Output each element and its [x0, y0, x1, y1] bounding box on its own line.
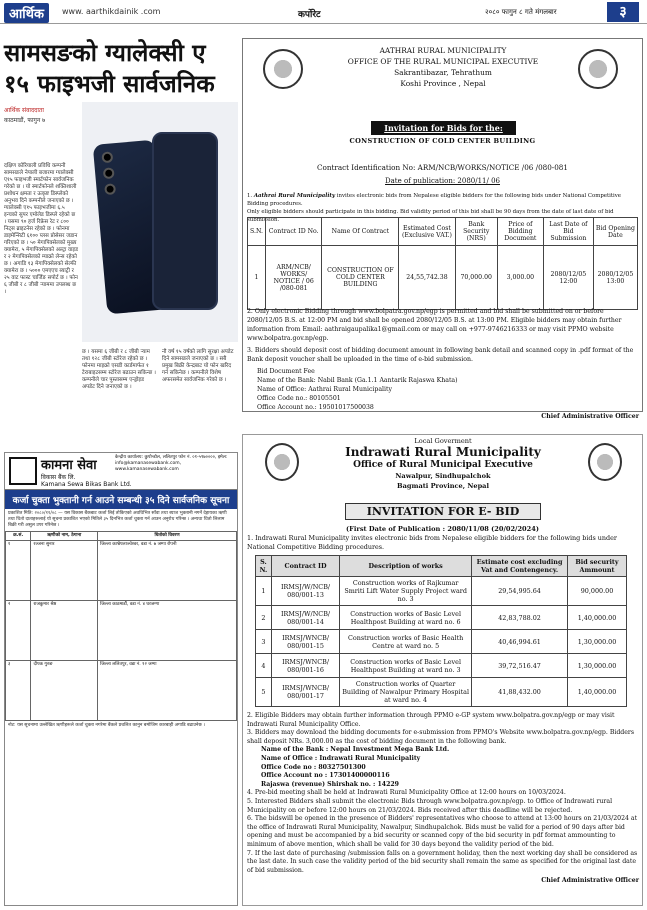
article-column-2: छ । यसमा ६ जीबी र ८ जीबी र्‍याम तथा १२८ जीबी स्टोरेज रहेको छ । फोनमा माइक्रो एसडी कार्डमार्फत १ टेराबाइटसम्म स्टोरेज बढाउन सकिन्छ । कम्पनीले चार पुस्तासम्म एन्ड्रोइड अपडेट दिने जनाएको छ । — [82, 349, 156, 390]
phone-image — [82, 102, 238, 342]
kamana-subtitle: विकास बैंक लि. Kamana Sewa Bikas Bank Ltd. — [41, 474, 132, 488]
notice-title: INVITATION FOR E- BID — [345, 503, 541, 520]
table-row: २ राजकुमार श्रेष्ठ जिल्ला काठमाडौं, वडा नं. ४ घरजग्गा — [6, 601, 237, 661]
table-row: 4 IRMSJ/WNCB/ 080/001-16 Construction works of Basic Level Healthpost Building at ward no. 3 39,72,516.47 1,30,000.00 — [256, 654, 627, 678]
article-column-1: दक्षिण कोरियाली प्रविधि कम्पनी सामसङले नेपाली बजारमा ग्यालेक्सी ए१५ फाइभजी स्मार्टफोन सार्वजनिक गरेको छ । यो स्मार्टफोनले शक्तिशाली प्रशोधन क्षमता र उत्कृष्ट डिस्प्लेको अनुभव दिने कम्पनीले जनाएको छ । ग्यालेक्सी ए१५ फाइभजीमा ६.५ इन्चको सुपर एमोलेड डिस्प्ले रहेको छ । यसमा ९० हर्ज रिफ्रेस रेट र ८०० निट्स ब्राइटनेस रहेको छ । फोनमा डाइमेन्सिटी ६१०० प्लस प्रोसेसर जडान गरिएको छ । ५० मेगापिक्सेलको मुख्य क्यामेरा, ५ मेगापिक्सेलको अल्ट्रा वाइड र २ मेगापिक्सेलको म्याक्रो लेन्स रहेको छ । अगाडि १३ मेगापिक्सेलको सेल्फी क्यामेरा छ । ५००० एमएएच ब्याट्री र २५ वाट फास्ट चार्जिङ सपोर्ट छ । फोन ६ जीबी र ८ जीबी र्‍याममा उपलब्ध छ । — [4, 163, 78, 295]
kamana-address: केन्द्रीय कार्यालय: कुपोन्डोल, ललितपुर फोन नं. ०१-५९७००००, इमेल: info@kamanasewabank.com, www.kamanasewabank.com — [115, 455, 228, 472]
notice-ribbon: Invitation for Bids for the: — [371, 121, 516, 135]
article-headline: सामसङको ग्यालेक्सी ए १५ फाइभजी सार्वजनिक — [4, 39, 215, 98]
samsung-article — [4, 38, 238, 445]
bid-table: S. N. Contract ID Description of works Estimate cost excluding Vat and Contengency. Bid security Ammount 1 IRMSJ/W/NCB/ 080/001-13 Construction works of Rajkumar Smriti Lift Water Supply Project ward no. 3 29,54,995.64 90,000.00 2 IRMSJ/W/NCB/ 080/001-14 Construction works of Basic Level Healthpost Building at ward no. 6 42,83,788.02 1,40,000.00 3 IRMSJ/WNCB/ 080/001-15 Construction works of Basic Health Centre at ward no. 5 40,46,994.61 1,30,000.00 4 IRMSJ/WNCB/ 080/001-16 Construction works of Basic Level Healthpost Building at ward no. 3 39,72,516.47 1,30,000.00 5 IRMSJ/WNCB/ 080/001-17 Construction works of Quarter Building of Nawalpur Primary Hospital at ward no. 4 41,88,432.00 1,40,000.00 — [255, 555, 627, 707]
kamana-body: प्रकाशित मिति: २०८०/११/०८ — यस विकास बैंकबाट कर्जा लिई तोकिएको अवधिभित्र साँवा तथा ब्याज भुक्तानी नगर्ने देहायका ऋणी तथा धितो दाताहरूलाई यो सूचना प्रकाशित भएको मितिले ३५ दिनभित्र कर्जा चुक्ता गर्न आउन अनुरोध गरिन्छ । अन्यथा धितो लिलाम बिक्री गरी असुल उपर गरिनेछ । — [8, 511, 227, 528]
table-row: 1 IRMSJ/W/NCB/ 080/001-13 Construction works of Rajkumar Smriti Lift Water Supply Project ward no. 3 29,54,995.64 90,000.00 — [256, 577, 627, 606]
header-date: २०८० फागुन ८ गते मंगलबार — [485, 8, 557, 16]
table-row: १ रञ्जना सुनार जिल्ला काभ्रेपलाञ्चेश्वर, वडा नं. ७ जग्गा रोपनी — [6, 541, 237, 601]
bid-table: S.N. Contract ID No. Name Of Contract Estimated Cost (Exclusive VAT.) Bank Security (NRS) Price of Bidding Document Last Date of Bid Submission Bid Opening Date 1 ARM/NCB/ WORKS/ NOTICE / 06 /080-081 CONSTRUCTION OF COLD CENTER BUILDING 24,55,742.38 70,000.00 3,000.00 2080/12/05 12:00 2080/12/05 13:00 — [247, 217, 638, 310]
table-row: ३ दीपक गुरुङ जिल्ला ललितपुर, वडा नं. १२ जग्गा — [6, 661, 237, 721]
article-column-3: नौ वर्ष १५ वर्षको लागि सुरक्षा अपडेट दिने सामसङले जनाएको छ । सबै प्रमुख बिक्री केन्द्रबाट यो फोन खरिद गर्न सकिनेछ । कम्पनीले विशेष अफरसमेत सार्वजनिक गरेको छ । — [162, 349, 234, 383]
page-header — [0, 0, 647, 24]
article-byline: आर्थिक संवाददाता — [4, 107, 44, 114]
kamana-banner: कर्जा चुक्ता भुक्तानी गर्न आउने सम्बन्धी ३५ दिने सार्वजनिक सूचना — [5, 490, 237, 509]
table-row: 3 IRMSJ/WNCB/ 080/001-15 Construction works of Basic Health Centre at ward no. 5 40,46,994.61 1,30,000.00 — [256, 630, 627, 654]
signatory: Chief Administrative Officer — [541, 877, 639, 885]
newspaper-logo: आर्थिक — [4, 3, 49, 23]
table-row: 5 IRMSJ/WNCB/ 080/001-17 Construction works of Quarter Building of Nawalpur Primary Hospital at ward no. 4 41,88,432.00 1,40,000.00 — [256, 678, 627, 707]
municipality-logo-icon — [588, 443, 622, 481]
section-title: कर्पोरेट — [298, 10, 321, 20]
nepal-emblem-icon — [263, 49, 303, 89]
indrawati-notice: Local Goverment Indrawati Rural Municipality Office of Rural Municipal Executive Nawalpur, Sindhupalchok Bagmati Province, Nepal INVITATION FOR E- BID (First Date of Publication : 2080/11/08 (20/02/2024) 1. Indrawati Rural Municipality invites electronic bids from Nepalese eligible bidders for the following bids under National Competitive Bidding procedures. S. N. Contract ID Description of works Estimate cost excluding Vat and Contengency. Bid security Ammount 1 IRMSJ/W/NCB/ 080/001-13 Construction works of Rajkumar Smriti Lift Water Supply Project ward no. 3 29,54,995.64 90,000.00 2 IRMSJ/W/NCB/ 080/001-14 Construction works of Basic Level Healthpost Building at ward no. 6 42,83,788.02 1,40,000.00 3 IRMSJ/WNCB/ 080/001-15 Construction works of Basic Health Centre at ward no. 5 40,46,994.61 1,30,000.00 4 IRMSJ/WNCB/ 080/001-16 Construction works of Basic Level Healthpost Building at ward no. 3 39,72,516.47 1,30,000.00 5 IRMSJ/WNCB/ 080/001-17 Construction works of Quarter Building of Nawalpur Primary Hospital at ward no. 4 41,88,432.00 1,40,000.00 2. Eligible Bidders may obtain further information through PPMO e-GP system www.bolpatra.gov.np/egp or may visit Indrawati Rural Municipality Office. 3. Bidders may download the bidding documents for e-submission from PPMO's Website www.bolpatra.gov.np/egp. Bidders shall deposit NRs. 3,000.00 as the cost of bidding document in the following bank. Name of the Bank : Nepal Investment Mega Bank Ltd. Name of Office : Indrawati Rural Municipality Office Code no : 80327501300 Office Account no : 17301400000116 Rajaswa (revenue) Shirshak no. : 14229 4. Pre-bid meeting shall be held at Indrawati Rural Municipality Office at 12:00 hours on 10/03/2024. 5. Interested Bidders shall submit the electronic Bids through www.bolpatra.gov.np/egp. to Office of Indrawati rural Municipality on or before 12:00 hours on 21/03/2024. Bids received after this deadline will be rejected. 6. The bidswill be opened in the presence of Bidders' representatives who choose to attend at 13:00 hours on 21/03/2024 at the office of Indrawati Rural Municipality, Nawalpur, Sindhupalchok. Bids must be valid for a period of 90 days after bid opening and must be accompanied by a bid security or scanned copy of the bid security in pdf format ammounting to minimum of above mention, which shall be valid for 30 days beyond the validity period of the bid. 7. If the last date of purchasing /submission falls on a government holiday, then the next working day shall be considered as the last date. In such case the validity period of the bid security shall remain the same as specified for the original last date of bid submission. Chief Administrative Officer — [242, 434, 643, 906]
header-url: www. aarthikdainik .com — [62, 7, 161, 16]
kamana-footer: नोट: यस सूचनामा उल्लेखित ऋणीहरूले कर्जा चुक्ता नगरेमा बैंकले प्रचलित कानुन बमोजिम कारबाही अगाडि बढाउनेछ । — [8, 723, 205, 728]
article-place: काठमाडौं, फागुन ७ — [4, 117, 46, 124]
nepal-emblem-icon — [265, 443, 299, 481]
phone-front-image — [152, 132, 218, 310]
signatory: Chief Administrative Officer — [541, 413, 639, 420]
table-row: 1 ARM/NCB/ WORKS/ NOTICE / 06 /080-081 CONSTRUCTION OF COLD CENTER BUILDING 24,55,742.38 70,000.00 3,000.00 2080/12/05 12:00 2080/12/05 13:00 — [248, 246, 638, 310]
kamana-logo — [9, 457, 37, 485]
kamana-table: क्र.सं. ऋणीको नाम, ठेगाना धितोको विवरण १ रञ्जना सुनार जिल्ला काभ्रेपलाञ्चेश्वर, वडा नं. ७ जग्गा रोपनी २ राजकुमार श्रेष्ठ जिल्ला काठमाडौं, वडा नं. ४ घरजग्गा ३ दीपक गुरुङ जिल्ला ललितपुर, वडा नं. १२ जग्गा — [5, 531, 237, 721]
municipality-logo-icon — [578, 49, 618, 89]
page-number: ३ — [607, 2, 639, 22]
kamana-name: कामना सेवा — [41, 458, 97, 473]
aathrai-notice: AATHRAI RURAL MUNICIPALITY OFFICE OF THE RURAL MUNICIPAL EXECUTIVE Sakrantibazar, Tehrathum Koshi Province , Nepal Invitation for Bids for the: CONSTRUCTION OF COLD CENTER BUILDING Contract Identification No: ARM/NCB/WORKS/NOTICE /06 /080-081 Date of publication: 2080/11/ 06 1. Aathrai Rural Municipality invites electronic bids from Nepalese eligible bidders for the following bids under National Competitive Bidding procedures. Only eligible bidders should participate in this bidding. Bid validity period of this bid shall be 90 days from the date of last date of bid submission. S.N. Contract ID No. Name Of Contract Estimated Cost (Exclusive VAT.) Bank Security (NRS) Price of Bidding Document Last Date of Bid Submission Bid Opening Date 1 ARM/NCB/ WORKS/ NOTICE / 06 /080-081 CONSTRUCTION OF COLD CENTER BUILDING 24,55,742.38 70,000.00 3,000.00 2080/12/05 12:00 2080/12/05 13:00 2. Only electronic Bidding through www.bolpatra.gov.np/egp is permitted and bid shall be submitted on or before 2080/12/05 B.S. at 12:00 PM and bid shall be opened 2080/12/05 B.S. at 13:00 PM. Eligible bidders may obtain further information from Email: aathraigaupalika1@gmail.com or may call on +977-9746216333 or may visit PPMO website www.bolpatra.gov.np/egp. 3. Bidders should deposit cost of bidding document amount in following bank detail and scanned copy in .pdf format of the Bank deposit voucher shall be uploaded in the time of e-bid submission. Bid Document Fee Name of the Bank: Nabil Bank (Ga.1.1 Aantarik Rajaswa Khata) Name of Office: Aathrai Rural Municipality Office Code no.: 80105501 Office Account no.: 19501017500038 Chief Administrative Officer — [242, 38, 643, 412]
kamana-notice — [4, 452, 238, 906]
table-row: 2 IRMSJ/W/NCB/ 080/001-14 Construction works of Basic Level Healthpost Building at ward no. 6 42,83,788.02 1,40,000.00 — [256, 606, 627, 630]
